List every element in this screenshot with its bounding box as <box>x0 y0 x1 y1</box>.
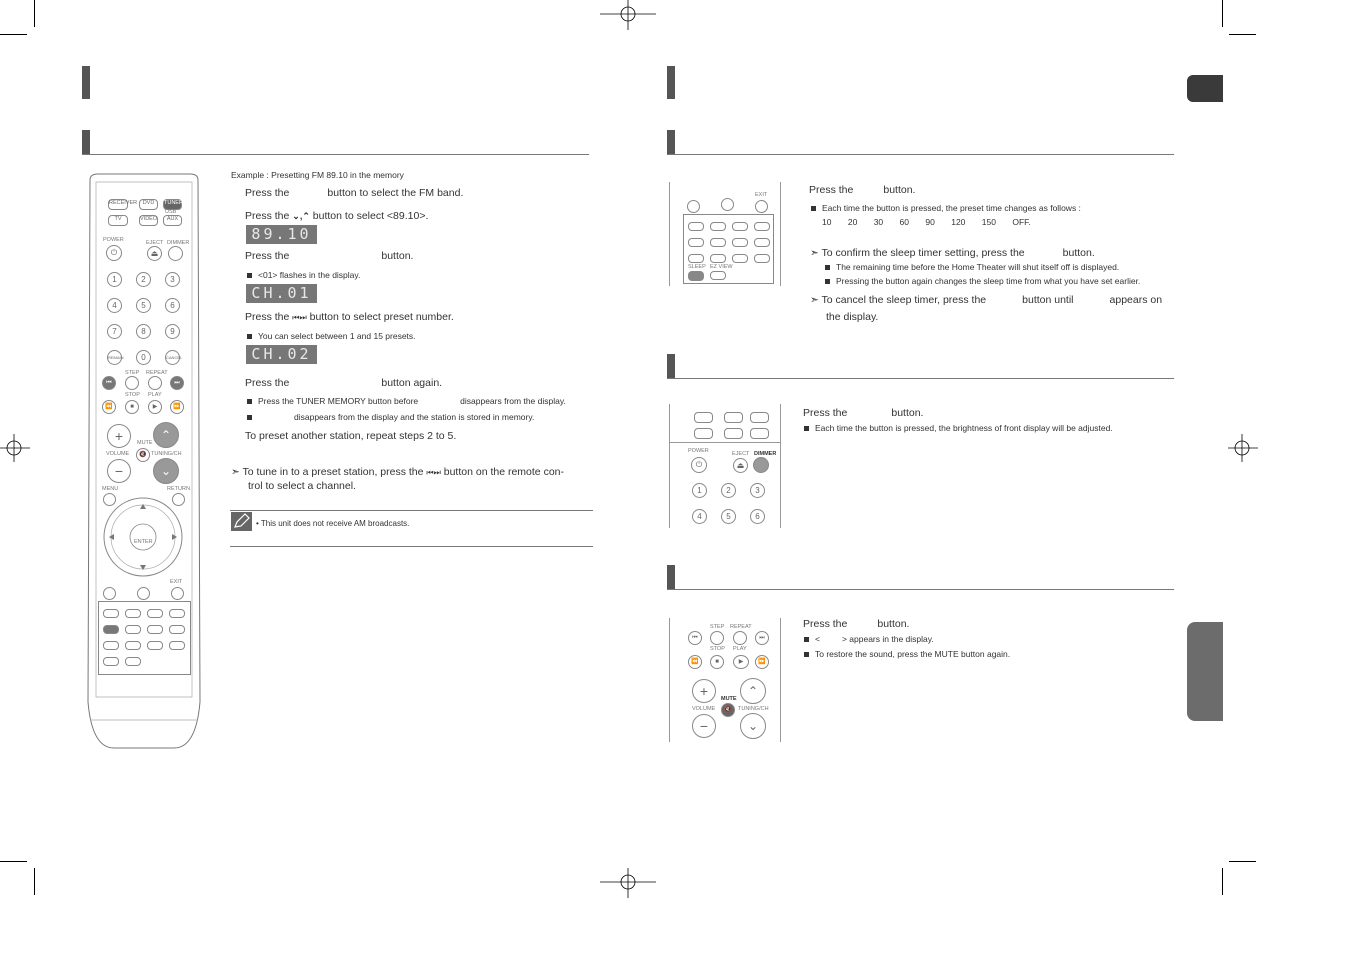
mute-step <box>803 618 909 630</box>
dimmer-section-rule <box>667 378 1174 379</box>
number-6-button[interactable] <box>165 298 180 313</box>
tip-rest: button on the remote con- <box>443 466 564 478</box>
step-button[interactable] <box>710 631 724 645</box>
exit-label: EXIT <box>170 579 183 585</box>
step1-text <box>245 187 463 199</box>
registration-mark-top <box>600 0 656 30</box>
logo-button[interactable] <box>125 641 141 650</box>
number-label: 3 <box>755 486 760 495</box>
sound-edit-button[interactable] <box>754 238 770 247</box>
number-label: 8 <box>141 327 146 336</box>
dvd-button[interactable] <box>139 199 158 210</box>
sleep-confirm-lead: To confirm the sleep timer setting, press the <box>821 247 1025 259</box>
registration-mark-bottom <box>600 868 656 898</box>
slide-mode-button[interactable] <box>732 254 748 263</box>
eject-label: EJECT <box>732 451 750 457</box>
left-section-rule <box>82 154 589 155</box>
number-2-button[interactable] <box>136 272 151 287</box>
dimmer-button[interactable] <box>753 457 769 473</box>
tuning-down-button[interactable]: ⌄ <box>740 713 766 739</box>
aux-label: AUX <box>166 216 179 222</box>
mo-st-button[interactable] <box>103 609 119 618</box>
dimmer-step-rest: button. <box>891 407 924 419</box>
power-label: POWER <box>688 448 709 454</box>
step-label: STEP <box>125 370 140 376</box>
bookmark-button[interactable] <box>125 609 141 618</box>
tip-lead: To tune in to a preset station, press the <box>242 466 424 478</box>
number-label: 6 <box>170 301 175 310</box>
left-page-title-bar <box>82 66 90 99</box>
step-label: STEP <box>710 624 725 630</box>
step5-text <box>245 377 442 389</box>
volume-down-button[interactable]: − <box>107 459 131 483</box>
step4-lead: Press the <box>245 311 290 323</box>
crop-mark <box>0 34 27 35</box>
arrow-tip-icon: ➣ <box>810 247 819 259</box>
step2-rest: button to select <89.10>. <box>312 210 429 222</box>
arrow-tip-icon: ➣ <box>810 294 819 306</box>
number-4-button[interactable] <box>692 509 707 524</box>
return-label: RETURN <box>167 486 190 492</box>
lcd-channel-01: CH.01 <box>246 284 317 303</box>
sleep-time: 90 <box>925 217 935 227</box>
power-button[interactable]: ⏻ <box>691 457 707 473</box>
number-1-button[interactable] <box>107 272 122 287</box>
skip-back-button[interactable]: ⏮ <box>102 376 116 390</box>
dimmer-section-bar <box>667 354 675 378</box>
step4-text <box>245 311 454 323</box>
step5-note2-text: disappears from the display and the station is stored in memory. <box>294 412 535 422</box>
tuning-up-button[interactable]: ⌃ <box>153 422 179 448</box>
step3-note-text: <01> flashes in the display. <box>258 270 361 280</box>
sleep-button[interactable] <box>688 271 704 281</box>
skip-forward-button[interactable]: ⏭ <box>170 376 184 390</box>
ez-view-label: EZ VIEW <box>710 264 733 270</box>
lcd-channel-02: CH.02 <box>246 345 317 364</box>
crop-mark <box>1222 868 1223 895</box>
sleep-cancel <box>810 294 1162 306</box>
mute-label: MUTE <box>721 696 737 702</box>
dimmer-note-text: Each time the button is pressed, the brightness of front display will be adjusted. <box>815 423 1113 433</box>
menu-label: MENU <box>102 486 119 492</box>
number-8-button[interactable] <box>136 324 151 339</box>
crop-mark <box>0 861 27 862</box>
mute-section-bar <box>667 565 675 589</box>
step3-text <box>245 250 413 262</box>
tv-button[interactable] <box>108 215 128 226</box>
sleep-confirm-rest: button. <box>1062 247 1095 259</box>
sleep-confirm-note2 <box>825 276 1140 286</box>
play-pause-button[interactable]: ▶ <box>733 655 749 669</box>
step5-note1 <box>247 396 566 406</box>
number-5-button[interactable] <box>136 298 151 313</box>
mute-label: MUTE <box>137 440 153 446</box>
step-button[interactable] <box>125 376 139 390</box>
skip-icon: ⏮⏭ <box>292 313 307 322</box>
sleep-confirm-note2-text: Pressing the button again changes the sleep time from what you have set earlier. <box>836 276 1141 286</box>
exit-label: EXIT <box>755 192 768 198</box>
audio-button[interactable] <box>103 587 116 600</box>
sleep-cancel-lead: To cancel the sleep timer, press the <box>821 294 987 306</box>
tuner-button[interactable] <box>750 412 769 423</box>
mute-note1 <box>804 634 934 644</box>
fast-forward-button[interactable]: ⏩ <box>755 655 769 669</box>
sleep-confirm-note1-text: The remaining time before the Home Theater will shut itself off is displayed. <box>836 262 1120 272</box>
crop-mark <box>1222 0 1223 27</box>
number-label: 2 <box>141 275 146 284</box>
tip-line1 <box>231 466 564 478</box>
number-label: 0 <box>141 353 146 362</box>
remain-button[interactable] <box>107 350 122 365</box>
dimmer-label: DIMMER <box>754 451 777 457</box>
page-number-tab <box>1187 75 1223 102</box>
sleep-time: 20 <box>847 217 858 227</box>
skip-back-button[interactable]: ⏮ <box>688 631 702 645</box>
test-tone-button[interactable] <box>732 238 748 247</box>
sleep-remote-crop <box>669 182 781 286</box>
audio-button[interactable] <box>687 200 700 213</box>
number-label: 1 <box>112 275 117 284</box>
tuner-label: TUNER <box>164 200 183 206</box>
number-5-button[interactable] <box>721 509 736 524</box>
tuning-up-button[interactable]: ⌃ <box>740 678 766 704</box>
number-label: 2 <box>726 486 731 495</box>
sleep-cancel-rest: appears on <box>1109 294 1163 306</box>
arrow-tip-icon: ➣ <box>231 466 240 478</box>
number-label: 6 <box>755 512 760 521</box>
exit-button[interactable] <box>755 200 768 213</box>
number-label: 7 <box>112 327 117 336</box>
receiver-button[interactable] <box>694 412 713 423</box>
play-pause-button[interactable]: ▶ <box>148 400 162 414</box>
digest-button[interactable] <box>169 641 185 650</box>
sleep-time: 60 <box>899 217 909 227</box>
note-bottom-rule <box>230 546 593 547</box>
sleep-section-bar <box>667 130 675 154</box>
p-bass-button[interactable] <box>137 587 150 600</box>
play-label: PLAY <box>148 392 162 398</box>
volume-label: VOLUME <box>692 706 716 712</box>
divider <box>670 442 780 443</box>
sleep-step-rest: button. <box>883 184 916 196</box>
slow-button[interactable] <box>125 625 141 634</box>
ez-view-button[interactable] <box>710 271 726 280</box>
note-top-rule <box>230 510 593 511</box>
navigation-ring[interactable] <box>100 496 186 578</box>
zoom-button[interactable] <box>103 641 119 650</box>
mute-note2-text: To restore the sound, press the MUTE button again. <box>815 649 1011 659</box>
number-label: 5 <box>726 512 731 521</box>
registration-mark-left <box>0 434 30 462</box>
number-4-button[interactable] <box>107 298 122 313</box>
sleep-time: 10 <box>822 217 832 227</box>
dimmer-note <box>804 423 1113 433</box>
pencil-note-icon <box>231 512 252 531</box>
step3-lead: Press the <box>245 250 290 262</box>
sleep-step-lead: Press the <box>809 184 854 196</box>
dimmer-button[interactable] <box>168 246 183 261</box>
step2-lead: Press the <box>245 210 290 222</box>
step5-note1-lead: Press the TUNER MEMORY button before <box>258 396 419 406</box>
number-3-button[interactable] <box>750 483 765 498</box>
number-3-button[interactable] <box>165 272 180 287</box>
number-label: 3 <box>170 275 175 284</box>
repeat-button[interactable] <box>148 376 162 390</box>
repeat-button[interactable] <box>733 631 747 645</box>
dimmer-label: DIMMER <box>167 240 190 246</box>
sleep-confirm-note1 <box>825 262 1119 272</box>
crop-mark <box>34 0 35 27</box>
eject-label: EJECT <box>146 240 164 246</box>
step5-note2 <box>247 412 534 422</box>
dsp-eq-button[interactable] <box>147 609 163 618</box>
mute-note2 <box>804 649 1010 659</box>
step3-rest: button. <box>381 250 414 262</box>
volume-up-button[interactable]: + <box>692 679 716 703</box>
rewind-button[interactable]: ⏪ <box>688 655 702 669</box>
sleep-label: SLEEP <box>688 264 706 270</box>
tuner-memory-button[interactable] <box>688 238 704 247</box>
step1-lead: Press the <box>245 187 290 199</box>
power-label: POWER <box>103 237 124 243</box>
tv-label: TV <box>114 216 122 222</box>
sleep-cancel-line2: the display. <box>826 311 879 323</box>
video-label: VIDEO <box>140 216 158 222</box>
step3-note <box>247 270 360 280</box>
right-page-title-bar <box>667 66 675 99</box>
step4-note-text: You can select between 1 and 15 presets. <box>258 331 416 341</box>
number-1-button[interactable] <box>692 483 707 498</box>
volume-down-button[interactable]: − <box>692 714 716 738</box>
skip-icon: ⏮⏭ <box>426 468 441 477</box>
registration-mark-right <box>1228 434 1258 462</box>
skip-forward-button[interactable]: ⏭ <box>755 631 769 645</box>
usb-label: USB <box>165 209 177 215</box>
mo-st-button[interactable] <box>688 222 704 231</box>
slow-button[interactable] <box>710 238 726 247</box>
crop-mark <box>1229 34 1256 35</box>
sleep-times <box>822 217 1031 227</box>
slide-mode-button[interactable] <box>147 641 163 650</box>
stop-button[interactable]: ■ <box>125 400 139 414</box>
number-label: CANCEL <box>166 355 183 360</box>
bookmark-button[interactable] <box>710 222 726 231</box>
p-bass-button[interactable] <box>721 198 734 211</box>
down-up-icon: ⌄,⌃ <box>292 211 310 221</box>
dimmer-step-lead: Press the <box>803 407 848 419</box>
dvd-button[interactable] <box>724 412 743 423</box>
eject-button[interactable]: ⏏ <box>733 458 748 473</box>
crop-mark <box>34 868 35 895</box>
logo-button[interactable] <box>710 254 726 263</box>
repeat-label: REPEAT <box>146 370 168 376</box>
note-text: • This unit does not receive AM broadcasts. <box>256 519 410 528</box>
sleep-note <box>811 203 1081 213</box>
aux-button[interactable] <box>163 215 182 226</box>
tuner-memory-button[interactable] <box>103 625 119 634</box>
example-caption: Example : Presetting FM 89.10 in the memory <box>231 170 404 180</box>
dimmer-step <box>803 407 923 419</box>
fast-forward-button[interactable]: ⏩ <box>170 400 184 414</box>
tuning-label: TUNING/CH <box>151 451 182 457</box>
number-2-button[interactable] <box>721 483 736 498</box>
number-9-button[interactable] <box>165 324 180 339</box>
video-button[interactable] <box>724 428 743 439</box>
sleep-cancel-mid: button until <box>1022 294 1074 306</box>
mute-note1-rest: > appears in the display. <box>841 634 934 644</box>
sleep-time: 120 <box>951 217 966 227</box>
tuning-label: TUNING/CH <box>738 706 769 712</box>
number-6-button[interactable] <box>750 509 765 524</box>
stop-label: STOP <box>125 392 140 398</box>
step1-rest: button to select the FM band. <box>327 187 464 199</box>
number-7-button[interactable] <box>107 324 122 339</box>
receiver-button[interactable] <box>108 199 138 210</box>
mute-button[interactable]: 🔇 <box>721 703 735 717</box>
enter-label: ENTER <box>134 539 153 545</box>
number-label: REMAIN <box>108 355 124 360</box>
dvd-label: DVD <box>142 200 155 206</box>
receiver-label: RECEIVER <box>109 200 138 206</box>
sleep-confirm <box>810 247 1095 259</box>
sound-edit-button[interactable] <box>169 625 185 634</box>
dsp-eq-button[interactable] <box>732 222 748 231</box>
sleep-time: 30 <box>873 217 884 227</box>
info-button[interactable] <box>169 609 185 618</box>
cancel-button[interactable] <box>165 350 183 365</box>
mute-button[interactable]: 🔇 <box>136 448 150 462</box>
tuning-down-button[interactable]: ⌄ <box>153 458 179 484</box>
step2-text <box>245 210 428 222</box>
tip-line2: trol to select a channel. <box>248 480 356 492</box>
sleep-step <box>809 184 915 196</box>
mute-step-lead: Press the <box>803 618 848 630</box>
eject-button[interactable]: ⏏ <box>147 246 162 261</box>
digest-button[interactable] <box>754 254 770 263</box>
left-section-bar <box>82 130 90 154</box>
power-button[interactable]: ⏻ <box>106 245 122 261</box>
step4-note <box>247 331 416 341</box>
number-label: 9 <box>170 327 175 336</box>
mute-remote-crop <box>669 618 781 742</box>
step5-rest: button again. <box>381 377 443 389</box>
step5-lead: Press the <box>245 377 290 389</box>
chapter-tab <box>1187 622 1223 721</box>
dimmer-remote-crop <box>669 404 781 528</box>
exit-button[interactable] <box>171 587 184 600</box>
rewind-button[interactable]: ⏪ <box>102 400 116 414</box>
sleep-button[interactable] <box>103 657 119 666</box>
crop-mark <box>1229 861 1256 862</box>
mute-note1-lead: < <box>815 634 820 644</box>
number-label: 4 <box>697 512 702 521</box>
stop-label: STOP <box>710 646 725 652</box>
mute-step-rest: button. <box>877 618 910 630</box>
test-tone-button[interactable] <box>147 625 163 634</box>
video-button[interactable] <box>139 215 158 226</box>
number-label: 5 <box>141 301 146 310</box>
ez-view-button[interactable] <box>125 657 141 666</box>
zoom-button[interactable] <box>688 254 704 263</box>
sleep-time: OFF. <box>1012 217 1031 227</box>
volume-label: VOLUME <box>106 451 130 457</box>
mute-section-rule <box>667 589 1174 590</box>
sleep-note-text: Each time the button is pressed, the preset time changes as follows : <box>822 203 1081 213</box>
stop-button[interactable]: ■ <box>710 655 724 669</box>
number-label: 1 <box>697 486 702 495</box>
step4-rest: button to select preset number. <box>309 311 454 323</box>
aux-button[interactable] <box>750 428 769 439</box>
volume-up-button[interactable]: + <box>107 424 131 448</box>
number-0-button[interactable] <box>136 350 151 365</box>
sleep-section-rule <box>667 154 1174 155</box>
play-label: PLAY <box>733 646 747 652</box>
info-button[interactable] <box>754 222 770 231</box>
number-label: 4 <box>112 301 117 310</box>
step6-text: To preset another station, repeat steps 2 to 5. <box>245 430 457 442</box>
step5-note1-rest: disappears from the display. <box>460 396 566 406</box>
sleep-time: 150 <box>981 217 996 227</box>
repeat-label: REPEAT <box>730 624 752 630</box>
lcd-frequency: 89.10 <box>246 225 317 244</box>
tv-button[interactable] <box>694 428 713 439</box>
